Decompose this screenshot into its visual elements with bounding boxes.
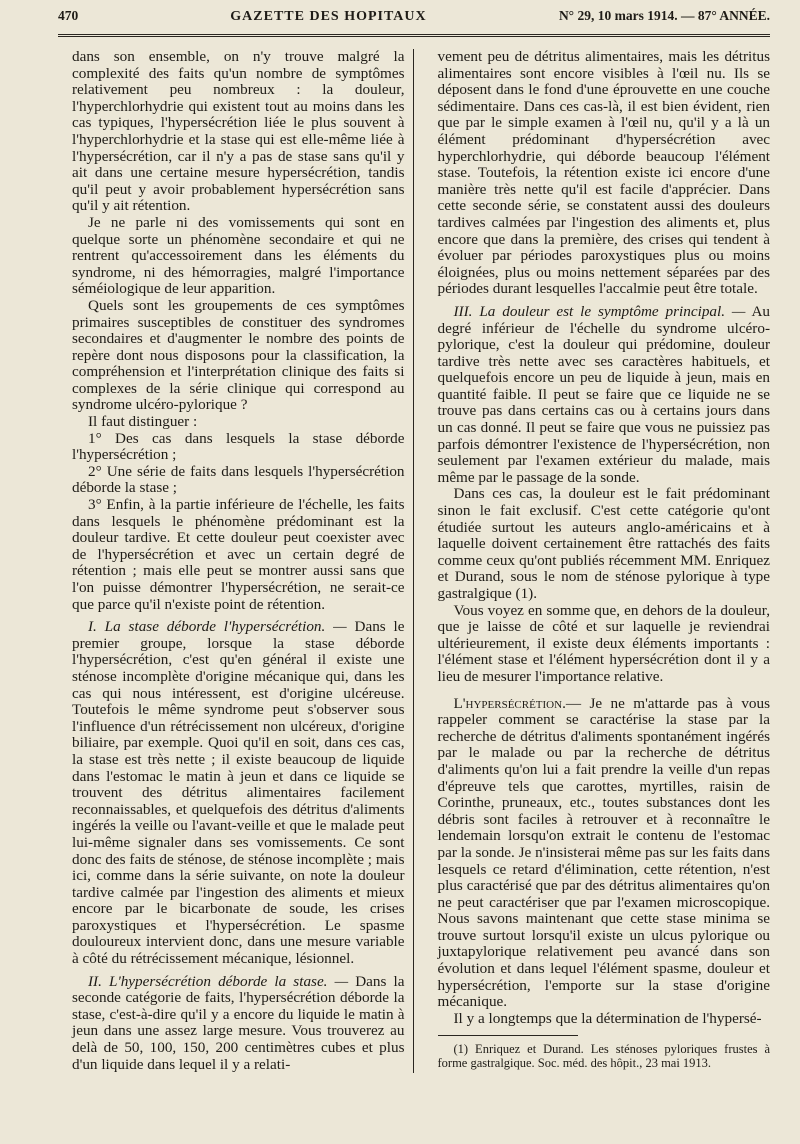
section-paragraph <box>72 974 405 1074</box>
section-heading-4: L'hypersécrétion. <box>453 694 566 712</box>
page-number: 470 <box>58 8 79 23</box>
left-column <box>72 49 405 1073</box>
list-item: 3° Enfin, à la partie inférieure de l'échelle, les faits dans lesquels le phénomène prédominant est la douleur tardive. Et cette douleur peut coexister avec de l'hypersécrétion et avec un certain degré de rétention ; mais elle peut se montrer aussi sans que l'on puisse démontrer l'hypersécrétion, ne serait-ce que parce qu'il n'existe point de rétention. <box>72 496 405 613</box>
section-body: — Je ne m'attarde pas à vous rappeler comment se caractérise la stase par la recherche de détritus d'aliments spontanément ingérés par le malade ou par la recherche de détritus d'aliments qu'on lui a fait prendre la veille d'un repas d'épreuve tels que carottes, myrtilles, raisin de Corinthe, pruneaux, etc., toutes substances dont les débris sont faciles à retrouver et à reconnaître le lendemain lorsqu'on extrait le contenu de l'estomac par la sonde. Je n'insisterai même pas sur les faits dans lesquels ce retard d'élimination, cette rétention, n'est plus caractérisé que par des détritus alimentaires qu'on ne peut caractériser que par l'examen microscopique. Nous savons maintenant que cette stase minima se trouve surtout lorsqu'il existe un ulcus pylorique ou juxtapylorique relativement peu avancé dans son évolution et dans lequel l'élément spasme, douleur et hypersécrétion, l'emporte sur la stase d'origine mécanique. <box>437 694 771 1011</box>
paragraph: Quels sont les groupements de ces symptômes primaires susceptibles de constituer des syndromes secondaires et d'augmenter le nombre des points de repère dont nous disposons pour la classification, la compréhension et l'interprétation clinique des faits si complexes de la série clinique qui correspond au syndrome ulcéro-pylorique ? <box>72 296 405 414</box>
list-item: 2° Une série de faits dans lesquels l'hypersécrétion déborde la stase ; <box>72 462 405 497</box>
column-divider <box>413 49 414 1073</box>
section-body: Au degré inférieur de l'échelle du syndrome ulcéro-pylorique, c'est la douleur qui prédomine, douleur tardive très nette avec ses caractères habituels, et quelquefois encore un peu de liquide à jeun, mais en quantité faible. Il peut se faire que ce liquide ne se trouve pas dans certains cas ou à certains jours dans un cas donné. Il peut se faire que vous ne puissiez pas parfois démontrer l'existence de l'hypersécrétion, non seulement par l'examen extérieur du malade, mais même par le passage de la sonde. <box>437 302 771 486</box>
right-column <box>438 49 771 1073</box>
section-body: Dans le premier groupe, lorsque la stase déborde l'hypersécrétion, c'est qu'en général il existe une sténose incomplète d'origine mécanique qui, dans les cas qui nous intéressent, est d'origine ulcéreuse. Toutefois le même syndrome peut s'observer sous l'influence d'un rétrécissement non ulcéreux, d'origine biliaire, par exemple. Quoi qu'il en soit, dans ces cas, la stase est très nette ; il existe beaucoup de liquide dans l'estomac le matin à jeun et dans ce liquide se trouvent des détritus alimentaires facilement reconnaissables, et quelquefois des détritus d'aliments ingérés la veille ou l'avant-veille et que le malade peut lui-même signaler dans ses vomissements. Ce sont donc des faits de sténose, de sténose incomplète ; mais ici, comme dans la série suivante, on note la douleur tardive calmée par l'ingestion des aliments et mieux encore par le bicarbonate de soude, les crises paroxystiques et l'hypersécrétion. Le spasme douloureux intervient donc, dans une mesure variable à côté du rétrécissement mécanique, lésionnel. <box>72 618 405 968</box>
paragraph: Vous voyez en somme que, en dehors de la douleur, que je laisse de côté et sur laquelle je reviendrai ultérieurement, il existe deux éléments importants : l'élément stase et l'élément hypersécrétion dont il y a lieu de mesurer l'importance relative. <box>437 601 771 685</box>
section-body: Dans la seconde catégorie de faits, l'hypersécrétion déborde la stase, c'est-à-dire qu'il y a encore du liquide le matin à jeun dans une assez large mesure. Vous trouverez au delà de 50, 100, 150, 200 centimètres cubes et plus d'un liquide dans lequel il y a relati- <box>72 972 405 1073</box>
paragraph: Il y a longtemps que la détermination de l'hypersé- <box>453 1009 762 1027</box>
footnote-rule <box>438 1035 578 1036</box>
publication-title: GAZETTE DES HOPITAUX <box>230 9 427 24</box>
issue-info: N° 29, 10 mars 1914. — 87° ANNÉE. <box>558 8 770 23</box>
section-paragraph <box>438 304 771 487</box>
section-heading-1: I. La stase déborde l'hypersécrétion. — <box>88 618 347 636</box>
header-rule <box>58 34 770 37</box>
section-paragraph <box>72 619 405 967</box>
running-header <box>58 8 770 30</box>
section-heading-3: III. La douleur est le symptôme principal. — <box>453 302 746 320</box>
section-heading-2: II. L'hypersécrétion déborde la stase. — <box>88 972 349 990</box>
paragraph: Dans ces cas, la douleur est le fait prédominant sinon le fait exclusif. C'est cette catégorie qu'ont étudiée surtout les auteurs anglo-américains et à laquelle doivent certainement être rattachés des faits comme ceux qu'ont publiés récemment MM. Enriquez et Durand, sous le nom de sténose pylorique à type gastralgique (1). <box>437 485 771 602</box>
paragraph: vement peu de détritus alimentaires, mais les détritus alimentaires sont encore visibles à l'œil nu. Ils se déposent dans le fond d'une éprouvette en une couche sédimentaire. Dans ces cas-là, il est bien évident, rien que par le simple examen à l'œil nu, qu'il y a là un élément prédominant d'hypersécrétion avec hyperchlorhydrie, qui déborde beaucoup l'élément stase. Toutefois, la rétention existe ici encore d'une manière très nette qu'il est facile d'apprécier. Dans cette seconde série, se constatent aussi des douleurs tardives calmées par l'ingestion des aliments et, plus encore que dans la première, des crises qui tendent à évoluer par périodes paroxystiques plus ou moins éloignées, plus ou moins nettement séparées par des périodes durant lesquelles l'accalmie peut être totale. <box>437 48 771 298</box>
paragraph: Il faut distinguer : <box>88 413 198 431</box>
text-columns <box>58 49 770 1073</box>
list-item: 1° Des cas dans lesquels la stase déborde l'hypersécrétion ; <box>72 429 405 464</box>
section-paragraph <box>438 696 771 1011</box>
paragraph: Je ne parle ni des vomissements qui sont en quelque sorte un phénomène secondaire et qui ne rentrent qu'accessoirement dans les éléments du syndrome, ni des hémorragies, malgré l'importance séméiologique de leur apparition. <box>72 213 405 298</box>
paragraph: dans son ensemble, on n'y trouve malgré la complexité des faits qu'un nombre de symptômes relativement peu nombreux : la douleur, l'hyperchlorhydrie qui existent tout au moins dans les cas typiques, l'hypersécrétion liée le plus souvent à l'hyperchlorhydrie et la stase qui est elle-même liée à l'hypersécrétion, car il n'y a pas de stase sans qu'il y ait dans une certaine mesure hypersécrétion, tandis qu'il peut y avoir probablement hypersécrétion sans qu'il y ait rétention. <box>72 48 405 215</box>
footnote: (1) Enriquez et Durand. Les sténoses pyloriques frustes à forme gastralgique. Soc. méd. des hôpit., 23 mai 1913. <box>437 1042 771 1071</box>
